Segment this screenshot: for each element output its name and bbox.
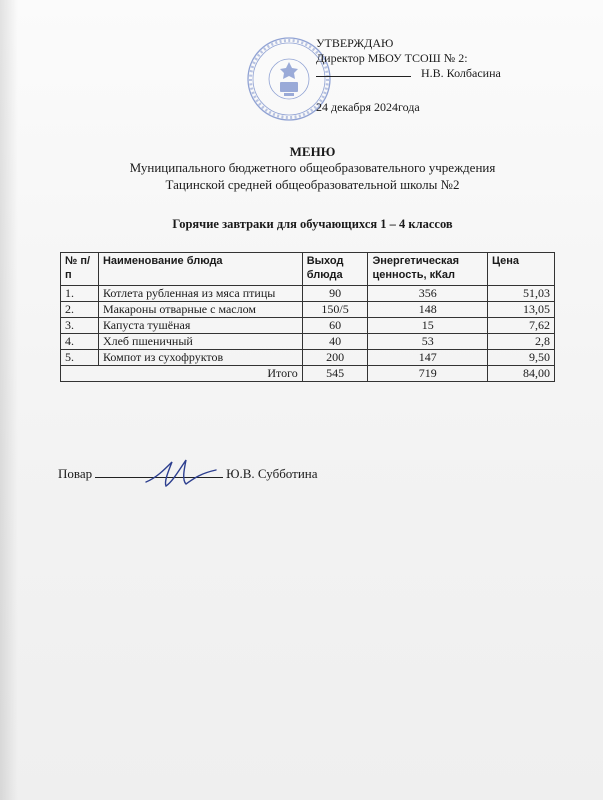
row-price: 13,05 (487, 302, 554, 318)
director-name: Н.В. Колбасина (421, 66, 501, 80)
table-row (61, 334, 555, 350)
row-output: 90 (302, 286, 368, 302)
handwritten-signature (142, 452, 220, 496)
row-output: 150/5 (302, 302, 368, 318)
header-output: Выход блюда (302, 253, 368, 286)
approval-heading: УТВЕРЖДАЮ (316, 36, 394, 50)
row-energy: 15 (368, 318, 487, 334)
page-edge-shadow (0, 0, 18, 800)
table-row (61, 302, 555, 318)
institution-name (0, 159, 603, 193)
row-energy: 148 (368, 302, 487, 318)
row-price: 2,8 (487, 334, 554, 350)
menu-table (60, 252, 555, 382)
row-name: Хлеб пшеничный (98, 334, 302, 350)
header-no: № п/п (61, 253, 99, 286)
row-no: 2. (61, 302, 99, 318)
table-row (61, 286, 555, 302)
document-title: МЕНЮ (289, 144, 336, 159)
row-no: 1. (61, 286, 99, 302)
row-price: 51,03 (487, 286, 554, 302)
cook-label: Повар (58, 466, 93, 481)
table-row (61, 350, 555, 366)
header-name: Наименование блюда (98, 253, 302, 286)
row-energy: 356 (368, 286, 487, 302)
cook-name: Ю.В. Субботина (226, 466, 318, 481)
total-price: 84,00 (487, 366, 554, 382)
row-name: Компот из сухофруктов (98, 350, 302, 366)
row-no: 5. (61, 350, 99, 366)
header-energy: Энергетическая ценность, кКал (368, 253, 487, 286)
approval-signature-line (316, 66, 501, 81)
approval-block (316, 36, 501, 115)
row-energy: 147 (368, 350, 487, 366)
header-price: Цена (487, 253, 554, 286)
total-label: Итого (61, 366, 303, 382)
table-row (61, 318, 555, 334)
row-price: 7,62 (487, 318, 554, 334)
row-name: Капуста тушёная (98, 318, 302, 334)
row-price: 9,50 (487, 350, 554, 366)
total-energy: 719 (368, 366, 487, 382)
director-sign-blank (316, 76, 411, 77)
row-output: 200 (302, 350, 368, 366)
table-total-row (61, 366, 555, 382)
document-subtitle: Горячие завтраки для обучающихся 1 – 4 классов (172, 217, 453, 231)
approval-position: Директор МБОУ ТСОШ № 2: (316, 51, 468, 65)
institution-line-2: Тацинской средней общеобразовательной школы №2 (165, 177, 460, 192)
table-header-row (61, 253, 555, 286)
row-name: Макароны отварные с маслом (98, 302, 302, 318)
row-name: Котлета рубленная из мяса птицы (98, 286, 302, 302)
institution-line-1: Муниципального бюджетного общеобразовательного учреждения (129, 160, 496, 175)
row-output: 60 (302, 318, 368, 334)
row-output: 40 (302, 334, 368, 350)
row-no: 3. (61, 318, 99, 334)
row-no: 4. (61, 334, 99, 350)
approval-date: 24 декабря 2024года (316, 100, 420, 114)
row-energy: 53 (368, 334, 487, 350)
total-output: 545 (302, 366, 368, 382)
